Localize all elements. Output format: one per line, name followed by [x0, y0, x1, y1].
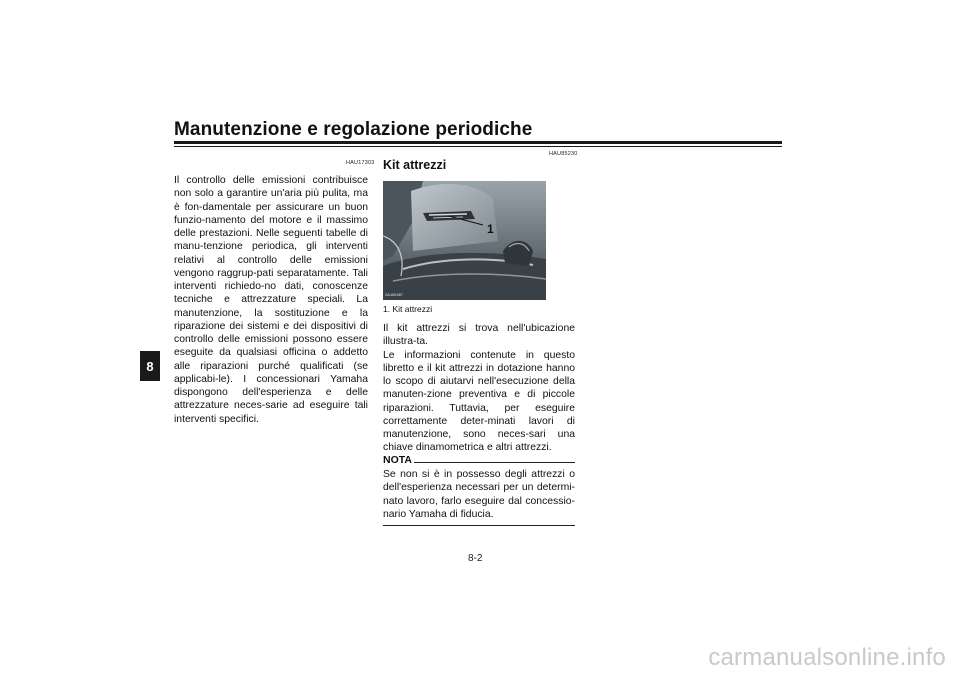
chapter-tab: 8: [140, 351, 160, 381]
title-rule: [174, 141, 782, 144]
watermark: carmanualsonline.info: [708, 644, 946, 671]
right-section-code: HAU85230: [549, 151, 578, 157]
left-section-code: HAU17303: [346, 160, 375, 166]
kit-attrezzi-paragraph: Il kit attrezzi si trova nell'ubicazione illustra-ta. Le informazioni contenute in questo libretto e il kit attrezzi in dotazione hanno lo scopo di aiutarvi nell'esecuzione della manuten-zione preventiva e di piccole riparazioni. Tuttavia, per eseguire correttamente deter-minati lavori di manutenzione, sono neces-sari una chiave dinamometrica e altri attrezzi.: [383, 323, 575, 454]
emissions-paragraph: Il controllo delle emissioni contribuisce non solo a garantire un'aria più pulita, ma è fon-damentale per assicurare un buon funzio-namento del motore e il massimo delle prestazioni. Nelle seguenti tabelle di manu-tenzione periodica, gli interventi relativi al controllo delle emissioni vengono raggrup-pati separatamente. Tali interventi richiedo-no dati, conoscenze tecniche e attrezzature speciali. La manutenzione, la sostituzione e la riparazione dei sistemi e dei dispositivi di controllo delle emissioni possono essere eseguite da qualsiasi officina o addetto alle riparazioni purché qualificati (se applicabi-le). I concessionari Yamaha dispongono dell'esperienza e delle attrezzature neces-sarie ad eseguire tali interventi specifici.: [174, 175, 368, 425]
nota-rule: [414, 462, 575, 463]
tool-kit-photo: [383, 181, 546, 300]
nota-end-rule: [383, 525, 575, 526]
page-number: 8-2: [468, 553, 483, 564]
tool-kit-figure: [383, 181, 546, 300]
figure-caption: 1. Kit attrezzi: [383, 304, 433, 314]
nota-text: Se non si è in possesso degli attrezzi o dell'esperienza necessari per un determi-nato lavoro, farlo eseguire dal concessio-nario Yamaha di fiducia.: [383, 469, 575, 520]
figure-code: ZAUM1687: [385, 293, 403, 297]
section-title-kit-attrezzi: Kit attrezzi: [383, 158, 447, 172]
title-rule-thin: [174, 146, 782, 147]
callout-number: 1: [487, 222, 494, 236]
page-title: Manutenzione e regolazione periodiche: [174, 119, 533, 140]
nota-label: NOTA: [383, 454, 412, 466]
